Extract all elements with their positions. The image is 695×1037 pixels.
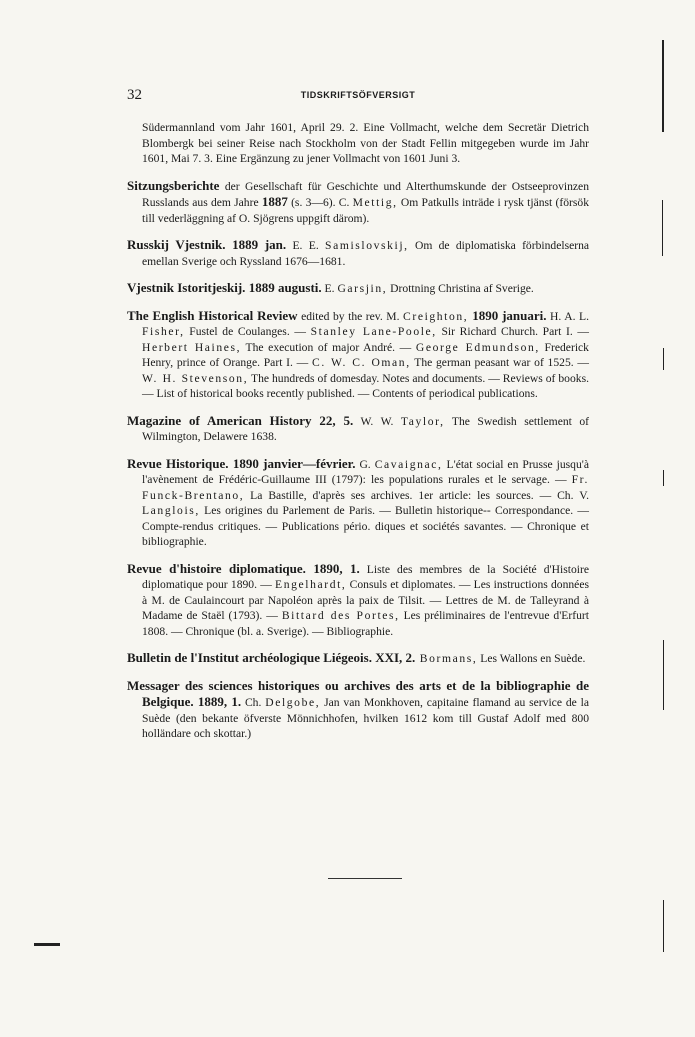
entry-line: Ergänzung zu jener Vollmacht von 1601 Juni 3. — [239, 152, 461, 165]
entry-text: edited by the rev. M. — [297, 309, 404, 323]
entry-continued — [127, 120, 589, 167]
scan-edge-mark — [663, 900, 664, 952]
entry-text: Ch. — [241, 696, 266, 709]
entry-author: W. H. Stevenson, — [142, 371, 249, 385]
entry-text: The hundreds of domesday. Notes and documents. — Reviews of books. — List of historical books recently published. — Contents of periodical publications. — [142, 371, 589, 400]
entry-text: La Bastille, d'après ses archives. 1er article: les sources. — Ch. V. — [244, 488, 589, 502]
entry-author: C. W. C. Oman, — [312, 356, 411, 369]
entry-year: 1887 — [261, 194, 288, 209]
entry-text: Fustel de Coulanges. — — [184, 325, 311, 338]
entry-sitzungsberichte — [127, 178, 589, 227]
entry-title: Magazine of American History — [127, 412, 312, 428]
entry-text: Consuls et diplomates. — Les instructions données à M. de Caulaincourt par Napoléon après la paix de Tilsit. — Lettres de M. de Talleyrand à Madame de Staël (1793). — — [142, 578, 589, 622]
entry-text: Jan van Monkhoven, capitaine flamand au service de la Suède (den bekante öfverste Mönnichhofen, hvilken 1612 kom till Gustaf Adolf med 800 holländare och skottar.) — [142, 696, 590, 740]
entry-author: Fisher, — [142, 325, 185, 338]
entry-line: Südermannland vom Jahr 1601, April 29. 2. Eine Vollmacht, welche — [142, 121, 478, 134]
entry-revue-historique — [127, 456, 589, 550]
entry-editor: Creighton, — [403, 309, 469, 323]
scan-smudge — [34, 943, 60, 946]
entry-issue: 1889 jan. — [225, 237, 287, 252]
scan-edge-mark — [662, 40, 664, 132]
entry-russkij-vjestnik — [127, 237, 589, 269]
entry-title: Bulletin de l'Institut archéologique Liégeois. — [127, 650, 372, 665]
entry-issue: 1889 augusti. — [245, 280, 322, 295]
entry-messager — [127, 678, 589, 742]
running-head — [127, 87, 589, 107]
entry-issue: 1890 januari. — [468, 307, 547, 323]
entry-author: Garsjin, — [337, 282, 388, 295]
entry-issue: 22, 5. — [311, 412, 354, 428]
entry-text: Drottning Christina af Sverige. — [387, 282, 534, 295]
entry-text: G. — [355, 457, 375, 471]
entry-line: von der Stadt Fellin mitgegeben wurde im Jahr 1601, Mai 7. 3. Eine — [142, 136, 589, 165]
entry-text: (s. 3—6). C. — [287, 196, 353, 209]
entry-text: E. — [321, 282, 338, 295]
entry-author: Stanley Lane-Poole, — [310, 325, 437, 338]
entry-text: The execution of major André. — — [241, 340, 416, 354]
scan-edge-mark — [663, 640, 664, 710]
entry-text: L'état social en Prusse jusqu'à l'avènement de Frédéric-Guillaume III (1797): les populations rurales et le servage. — — [142, 457, 589, 486]
bibliography-entries — [127, 120, 589, 753]
journal-title: TIDSKRIFTSÖFVERSIGT — [300, 90, 416, 100]
entry-text: The german peasant war of 1525. — — [410, 356, 589, 369]
entry-author: Fr. Funck-Brentano, — [142, 473, 589, 502]
entry-text: W. W. — [353, 414, 401, 428]
entry-issue: 1890 janvier—février. — [228, 455, 356, 471]
entry-issue: 1889, 1. — [193, 694, 242, 709]
entry-title: Vjestnik Istoritjeskij. — [127, 280, 246, 295]
entry-author: Taylor, — [400, 414, 445, 428]
entry-revue-histoire-diplomatique — [127, 561, 589, 640]
entry-text: der Gesellschaft für Geschichte und Alterthumskunde der Ostseeprovinzen Russlands aus dem Jahre — [142, 179, 589, 209]
entry-line: dem Secretär Dietrich Blombergk bei seiner Reise nach Stockholm — [142, 121, 590, 150]
scan-edge-mark — [663, 348, 664, 370]
scan-edge-mark — [663, 470, 664, 486]
entry-text: Sir Richard Church. Part I. — — [436, 325, 589, 338]
entry-issue: 1890, 1. — [305, 560, 360, 576]
entry-author: Cavaignac, — [374, 457, 443, 471]
scan-edge-mark — [662, 200, 663, 256]
entry-magazine-american-history — [127, 413, 589, 445]
entry-text: Liste des membres de la Société d'Histoire diplomatique pour 1890. — — [142, 562, 589, 591]
entry-title: Messager des sciences historiques ou archives des arts et de la bibliographie de Belgique. — [127, 677, 589, 709]
entry-title: The English Historical Review — [127, 307, 298, 323]
entry-author: Herbert Haines, — [142, 340, 242, 354]
entry-title: Revue d'histoire diplomatique. — [127, 560, 306, 576]
entry-bulletin-liegeois — [127, 650, 589, 667]
entry-title: Russkij Vjestnik. — [127, 237, 226, 252]
entry-text: Les préliminaires de l'entrevue d'Erfurt 1808. — Chronique (bl. a. Sverige). — Bibliographie. — [142, 609, 589, 638]
entry-author: Mettig, — [352, 196, 398, 209]
page-number: 32 — [127, 87, 142, 103]
entry-text: Les Wallons en Suède. — [477, 652, 586, 665]
entry-author: George Edmundson, — [415, 340, 540, 354]
entry-text: Les origines du Parlement de Paris. — Bulletin historique-- Correspondance. — Compte-rendus critiques. — Publications pério. diques et sociétés savantes. — Chronique et bibliographie. — [142, 504, 589, 548]
end-rule — [328, 878, 402, 879]
entry-text: E. E. — [286, 239, 326, 252]
entry-text: Om de diplomatiska förbindelserna emellan Sverige och Ryssland 1676—1681. — [142, 239, 590, 268]
entry-title: Revue Historique. — [127, 455, 229, 471]
entry-author: Samislovskij, — [325, 239, 409, 252]
entry-text: The Swedish settlement of Wilmington, Delawere 1638. — [142, 414, 590, 443]
entry-text: Frederick Henry, prince of Orange. Part I. — — [142, 340, 589, 369]
entry-text: Om Patkulls inträde i rysk tjänst (försök till vederläggning af O. Sjögrens uppgift därom). — [142, 196, 589, 225]
entry-vjestnik-istoritjeskij — [127, 280, 589, 297]
entry-author: Delgobe, — [265, 696, 321, 709]
entry-author: Bormans, — [415, 652, 478, 665]
entry-issue: XXI, 2. — [371, 650, 416, 665]
entry-text: H. A. L. — [546, 309, 590, 323]
entry-english-historical-review — [127, 308, 589, 402]
entry-title: Sitzungsberichte — [127, 177, 220, 193]
entry-author: Langlois, — [142, 504, 200, 517]
entry-author: Bittard des Portes, — [281, 609, 400, 622]
entry-author: Engelhardt, — [275, 578, 347, 591]
